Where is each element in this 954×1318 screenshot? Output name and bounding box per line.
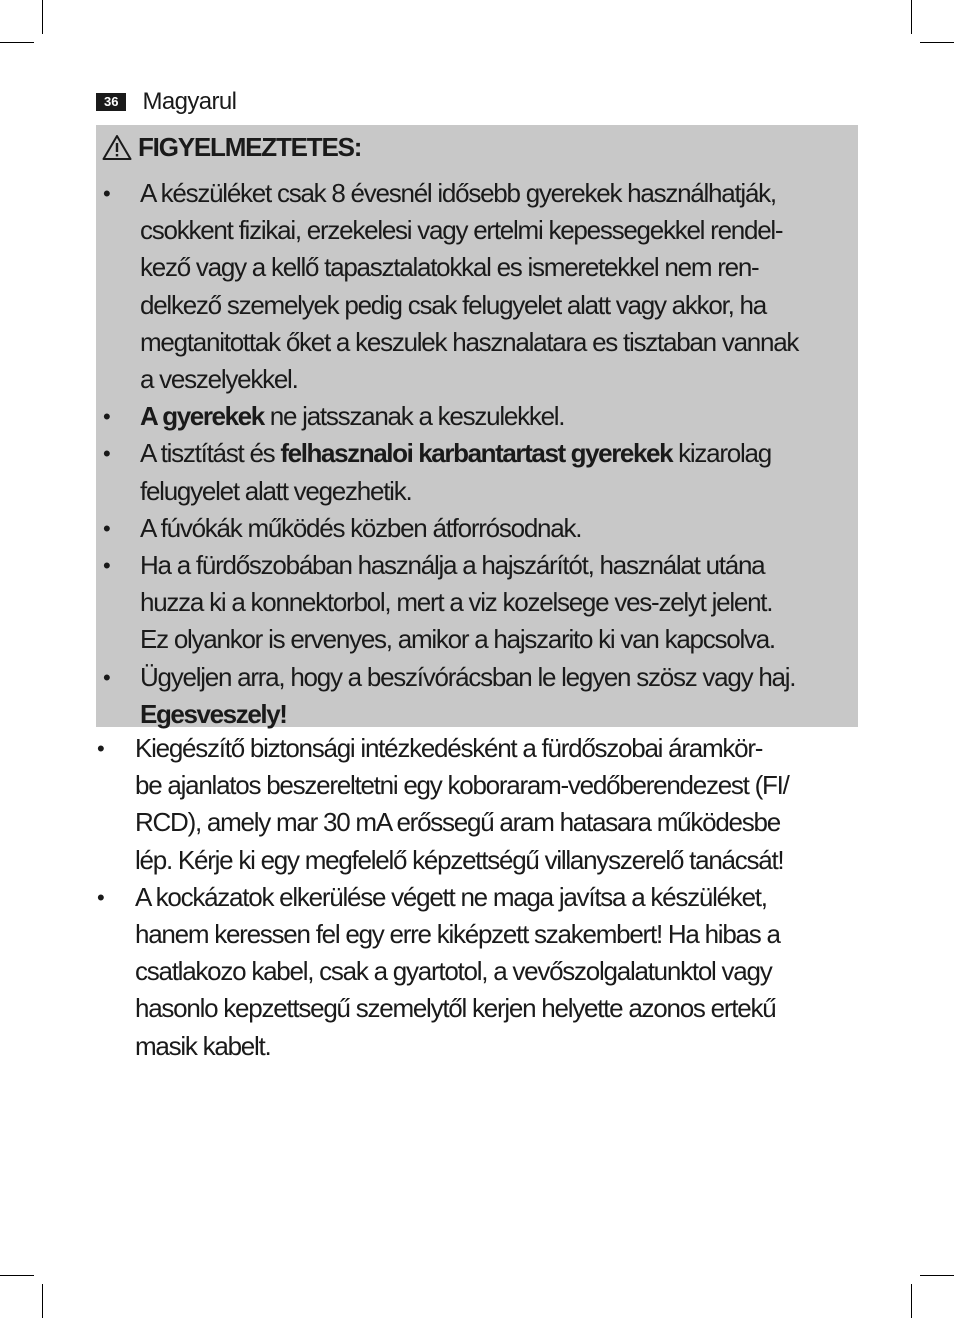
list-item: • Kiegészítő biztonsági intézkedésként a fürdőszobai áramkör- be ajanlatos beszereltetni egy koboraram-vedőberendezest (FI/ RCD), amely mar 30 mA erőssegű aram hatasara működesbe lép. Kérje ki egy megfelelő képzettségű villanyszerelő tanácsát! (135, 730, 857, 879)
crop-mark (920, 1275, 954, 1276)
bullet: • (103, 515, 110, 541)
warning-title-text: FIGYELMEZTETES: (138, 131, 362, 162)
bullet: • (97, 884, 104, 910)
crop-mark (911, 1284, 912, 1318)
list-item: • Ügyeljen arra, hogy a beszívórácsban le legyen szösz vagy haj. Egesveszely! (140, 659, 852, 733)
bullet: • (103, 441, 110, 467)
warning-box (96, 125, 858, 727)
crop-mark (42, 0, 43, 34)
warning-title (102, 131, 361, 163)
list-item: • A gyerekek ne jatsszanak a keszulekkel. (140, 398, 852, 435)
list-item: • Ha a fürdőszobában használja a hajszárítót, használat utána huzza ki a konnektorbol, mert a viz kozelsege ves-zelyt jelent. Ez olyankor is ervenyes, amikor a hajszarito ki van kapcsolva. (140, 547, 852, 659)
bullet: • (103, 181, 110, 206)
list-item: • A tisztítást és felhasznaloi karbantartast gyerekek kizarolag felugyelet alatt vegezhetik. (140, 435, 852, 509)
list-item: • A készüléket csak 8 évesnél idősebb gyerekek használhatják, csokkent fizikai, erzekelesi vagy ertelmi kepessegekkel rendel- kező vagy a kellő tapasztalatokkal es ismeretekkel nem ren- delkező szemelyek pedig csak felugyelet alatt vagy akkor, ha megtanitottak őket a keszulek hasznalatara es tisztaban vannak a veszelyekkel. (140, 175, 852, 398)
crop-mark (0, 1275, 34, 1276)
crop-mark (920, 42, 954, 43)
bullet: • (103, 553, 110, 579)
bullet: • (103, 664, 110, 690)
crop-mark (911, 0, 912, 34)
warning-list (103, 175, 852, 733)
page-header (96, 88, 236, 116)
safety-list (97, 730, 857, 1065)
section-language: Magyarul (142, 88, 237, 115)
bullet: • (97, 736, 104, 761)
crop-mark (42, 1284, 43, 1318)
crop-mark (0, 42, 34, 43)
list-item: • A kockázatok elkerülése végett ne maga javítsa a készüléket, hanem keressen fel egy erre kiképzett szakembert! Ha hibas a csatlakozo kabel, csak a gyartotol, a vevőszolgalatunktol vagy hasonlo kepzettsegű szemelytől kerjen helyette azonos ertekű masik kabelt. (135, 879, 857, 1065)
bullet: • (103, 404, 110, 430)
warning-triangle-icon (102, 134, 132, 161)
page-number: 36 (96, 93, 126, 111)
list-item: • A fúvókák működés közben átforrósodnak. (140, 510, 852, 547)
